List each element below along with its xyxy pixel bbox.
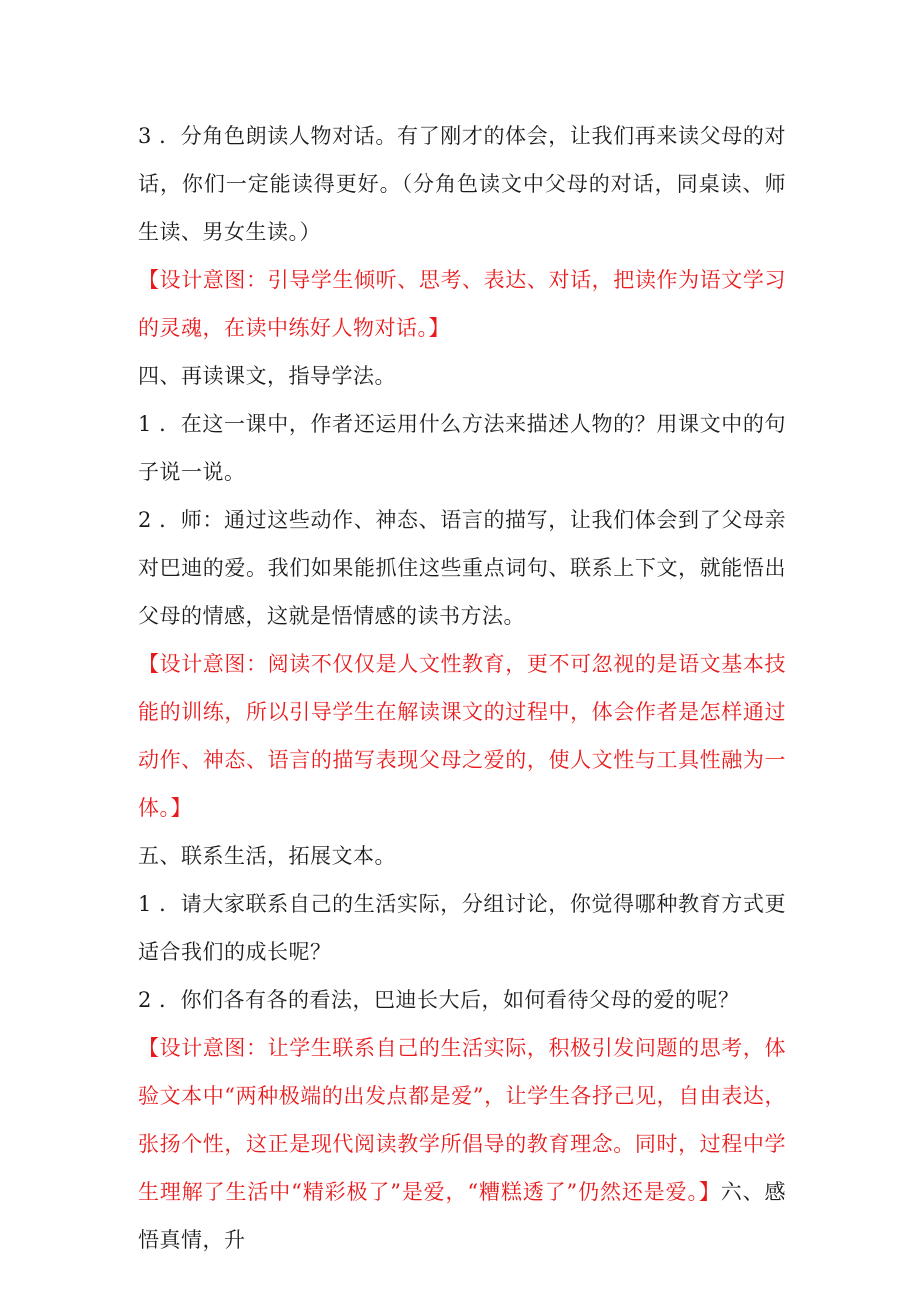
paragraph-teacher-summary: 2 ．师：通过这些动作、神态、语言的描写，让我们体会到了父母亲对巴迪的爱。我们如果能抓住这些重点词句、联系上下文，就能悟出父母的情感，这就是悟情感的读书方法。 (138, 508, 786, 628)
document-page (138, 112, 786, 1264)
paragraph-final (138, 1024, 786, 1264)
design-intent-note-3: 【设计意图：让学生联系自己的生活实际，积极引发问题的思考，体验文本中“两种极端的出发点都是爱”，让学生各抒己见，自由表达，张扬个性，这正是现代阅读教学所倡导的教育理念。同时，过程中学生理解了生活中“精彩极了”是爱，“糟糕透了”仍然还是爱。】 (138, 1036, 786, 1204)
design-intent-note-2: 【设计意图：阅读不仅仅是人文性教育，更不可忽视的是语文基本技能的训练，所以引导学生在解读课文的过程中，体会作者是怎样通过动作、神态、语言的描写表现父母之爱的，使人文性与工具性融为一体。】 (138, 652, 786, 820)
design-intent-note-1: 【设计意图：引导学生倾听、思考、表达、对话，把读作为语文学习的灵魂，在读中练好人物对话。】 (138, 268, 786, 340)
paragraph-badi-question: 2 ．你们各有各的看法，巴迪长大后，如何看待父母的爱的呢？ (138, 988, 740, 1012)
paragraph-role-reading: 3 ．分角色朗读人物对话。有了刚才的体会，让我们再来读父母的对话，你们一定能读得更好。（分角色读文中父母的对话，同桌读、师生读、男女生读。） (138, 124, 786, 244)
paragraph-group-discussion: 1 ．请大家联系自己的生活实际，分组讨论，你觉得哪种教育方式更适合我们的成长呢？ (138, 892, 786, 964)
paragraph-describe-method: 1 ．在这一课中，作者还运用什么方法来描述人物的？用课文中的句子说一说。 (138, 412, 786, 484)
section-heading-4: 四、再读课文，指导学法。 (138, 364, 396, 388)
section-heading-5: 五、联系生活，拓展文本。 (138, 844, 396, 868)
section-heading-6-partial: 六、感悟真情，升 (138, 1180, 786, 1252)
